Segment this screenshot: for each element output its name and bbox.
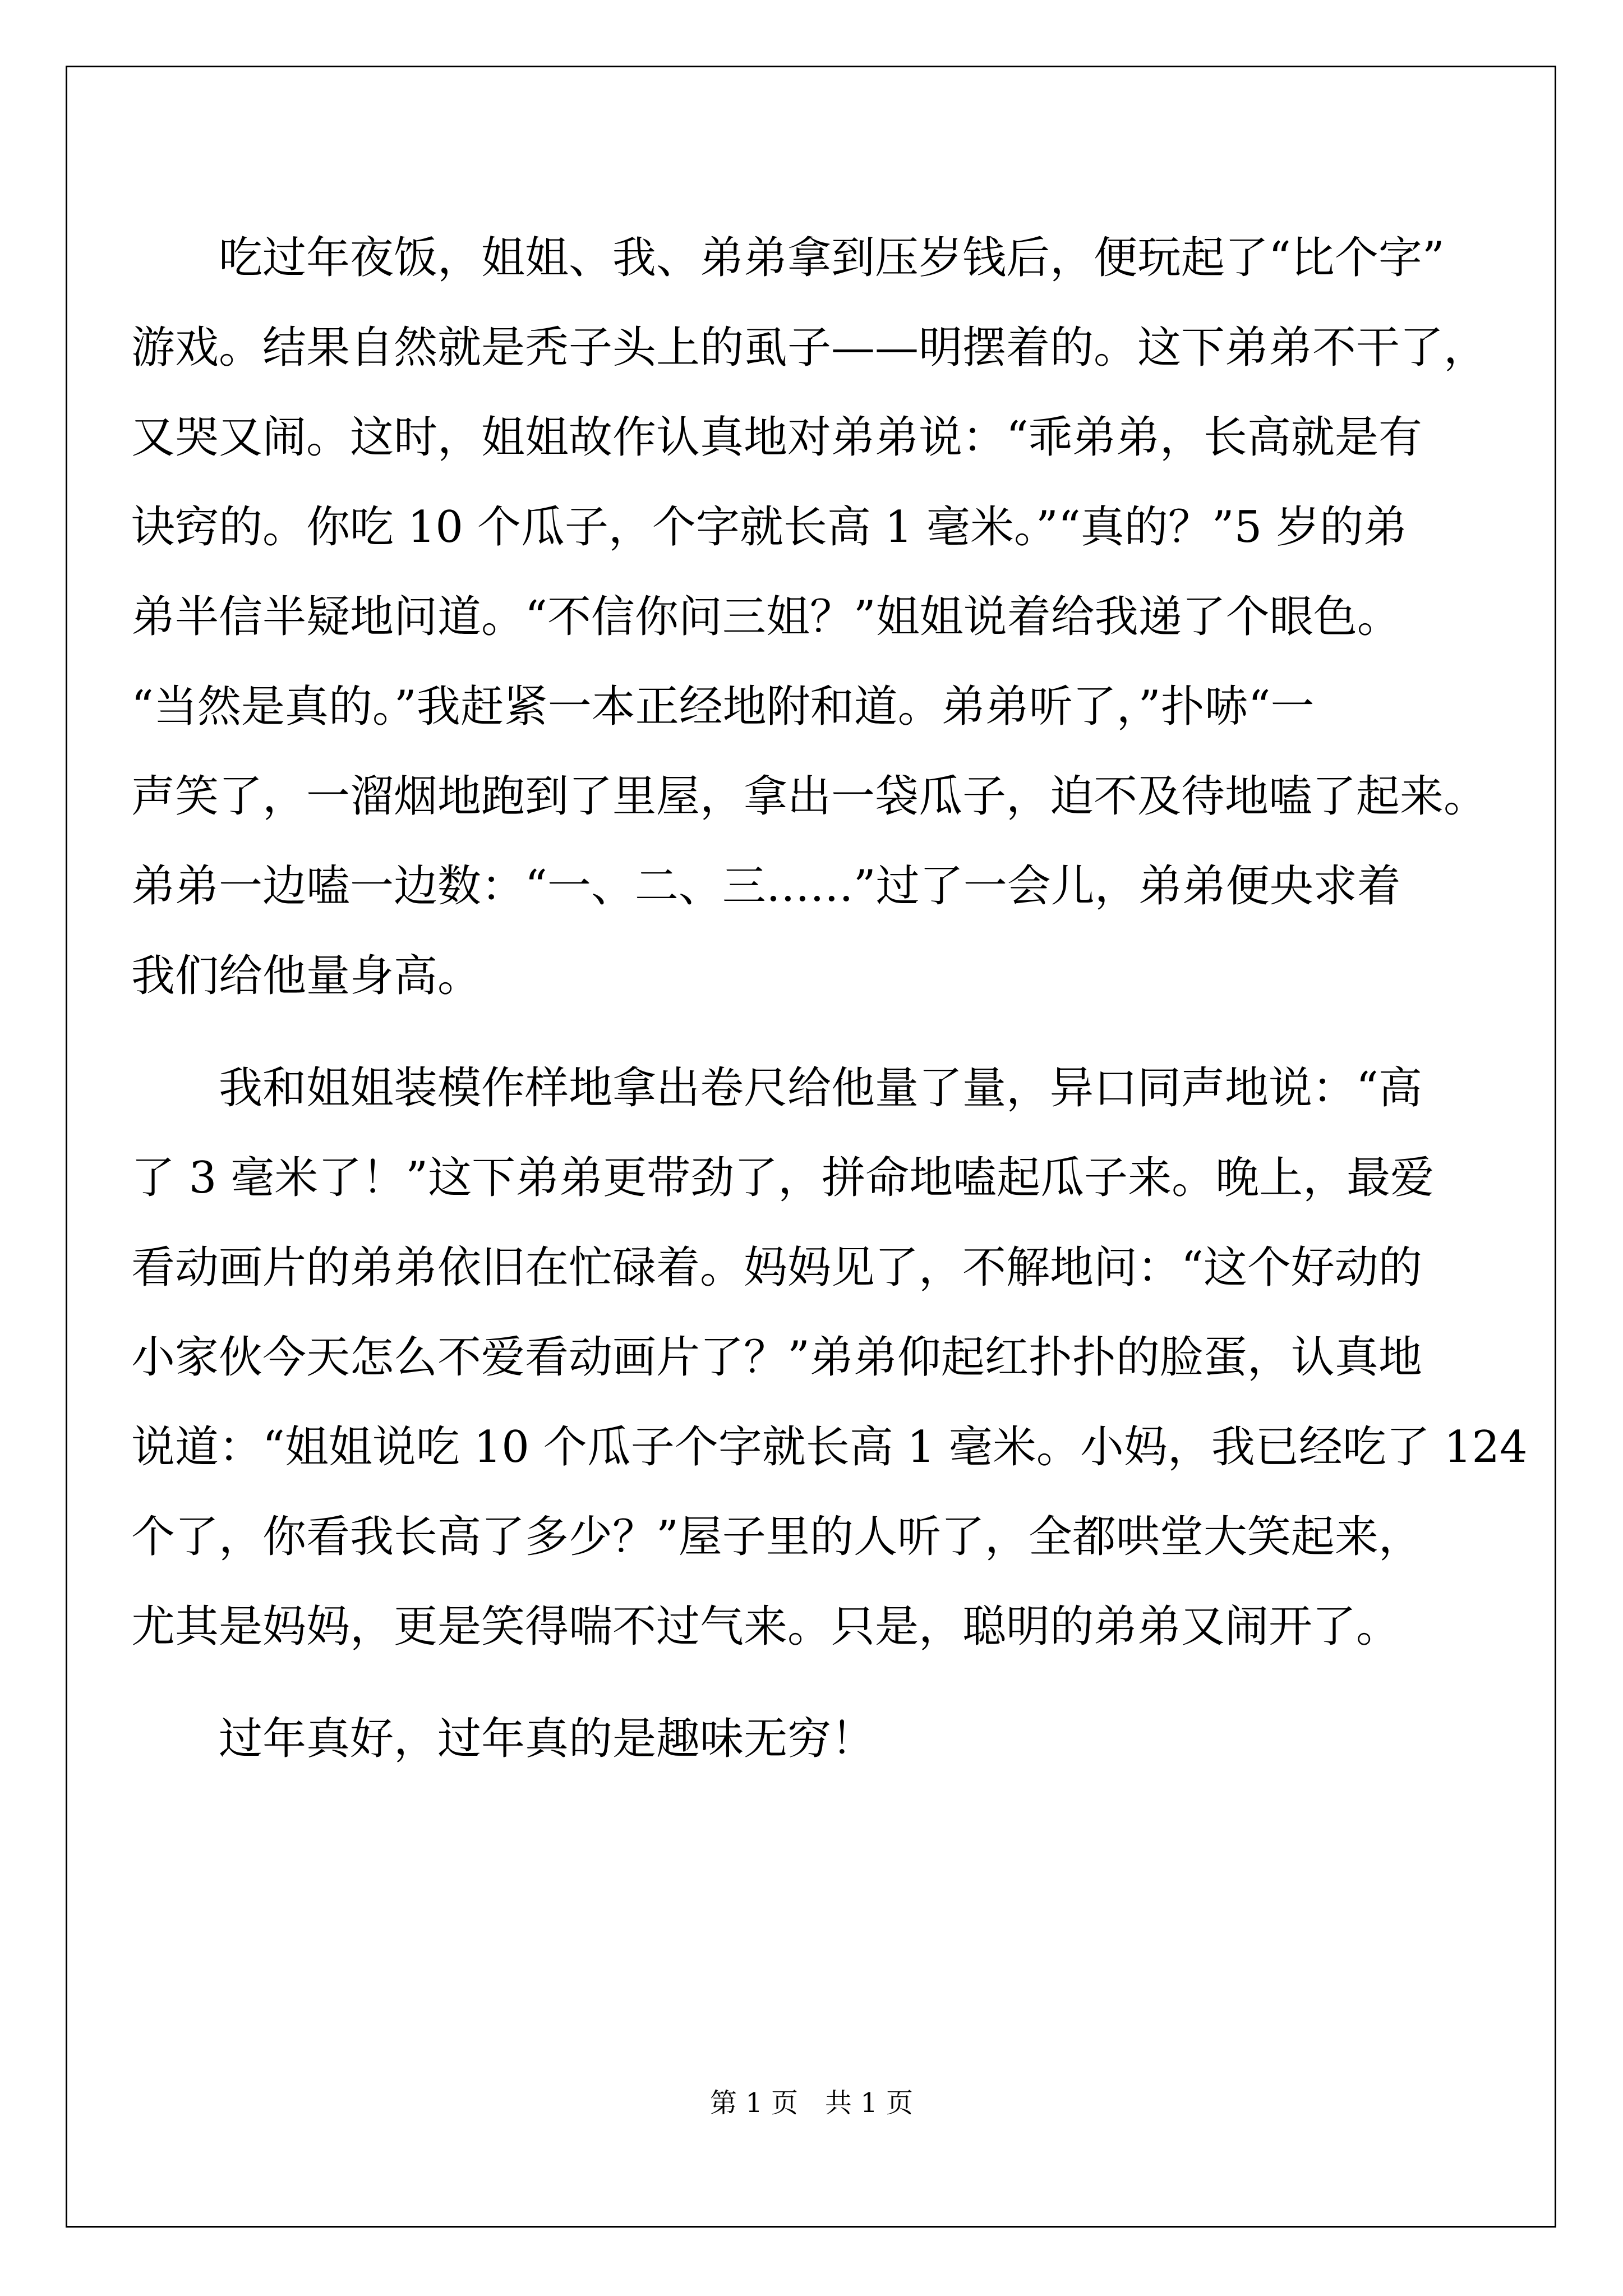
paragraph-line: 我和姐姐装模作样地拿出卷尺给他量了量，异口同声地说：“高: [219, 1063, 1422, 1114]
paragraph-line: 又哭又闹。这时，姐姐故作认真地对弟弟说：“乖弟弟，长高就是有: [131, 412, 1422, 463]
paragraph-3: [131, 1694, 1488, 1784]
paragraph-line: 吃过年夜饭，姐姐、我、弟弟拿到压岁钱后，便玩起了“比个字”: [219, 233, 1445, 283]
paragraph-line: 说道：“姐姐说吃 10 个瓜子个字就长高 1 毫米。小妈，我已经吃了 124: [131, 1422, 1528, 1473]
paragraph-line: 小家伙今天怎么不爱看动画片了？”弟弟仰起红扑扑的脸蛋，认真地: [131, 1332, 1422, 1383]
paragraph-line: 我们给他量身高。: [131, 951, 482, 1001]
paragraph-line: 游戏。结果自然就是秃子头上的虱子——明摆着的。这下弟弟不干了，: [131, 323, 1488, 373]
paragraph-line: 弟半信半疑地问道。“不信你问三姐？”姐姐说着给我递了个眼色。: [131, 592, 1401, 642]
paragraph-line: 诀窍的。你吃 10 个瓜子，个字就长高 1 毫米。”“真的？”5 岁的弟: [131, 502, 1408, 553]
paragraph-1: [131, 213, 1488, 1021]
page-number-total: 共 1 页: [825, 2087, 914, 2119]
paragraph-line: 看动画片的弟弟依旧在忙碌着。妈妈见了，不解地问：“这个好动的: [131, 1243, 1422, 1293]
document-body: [131, 213, 1528, 1784]
paragraph-2: [131, 1043, 1528, 1672]
paragraph-line: 尤其是妈妈，更是笑得喘不过气来。只是，聪明的弟弟又闹开了。: [131, 1602, 1400, 1652]
paragraph-line: 个了，你看我长高了多少？”屋子里的人听了，全都哄堂大笑起来，: [131, 1512, 1422, 1562]
page-footer: [0, 2081, 1623, 2120]
page-number-current: 第 1 页: [709, 2087, 798, 2119]
paragraph-line: 了 3 毫米了！”这下弟弟更带劲了，拼命地嗑起瓜子来。晚上，最爱: [131, 1153, 1435, 1203]
paragraph-line: 过年真好，过年真的是趣味无穷！: [219, 1714, 875, 1764]
paragraph-line: 声笑了，一溜烟地跑到了里屋，拿出一袋瓜子，迫不及待地嗑了起来。: [131, 771, 1488, 822]
paragraph-line: “当然是真的。”我赶紧一本正经地附和道。弟弟听了，”扑哧“一: [131, 682, 1315, 732]
paragraph-line: 弟弟一边嗑一边数：“一、二、三……”过了一会儿，弟弟便央求着: [131, 861, 1401, 912]
